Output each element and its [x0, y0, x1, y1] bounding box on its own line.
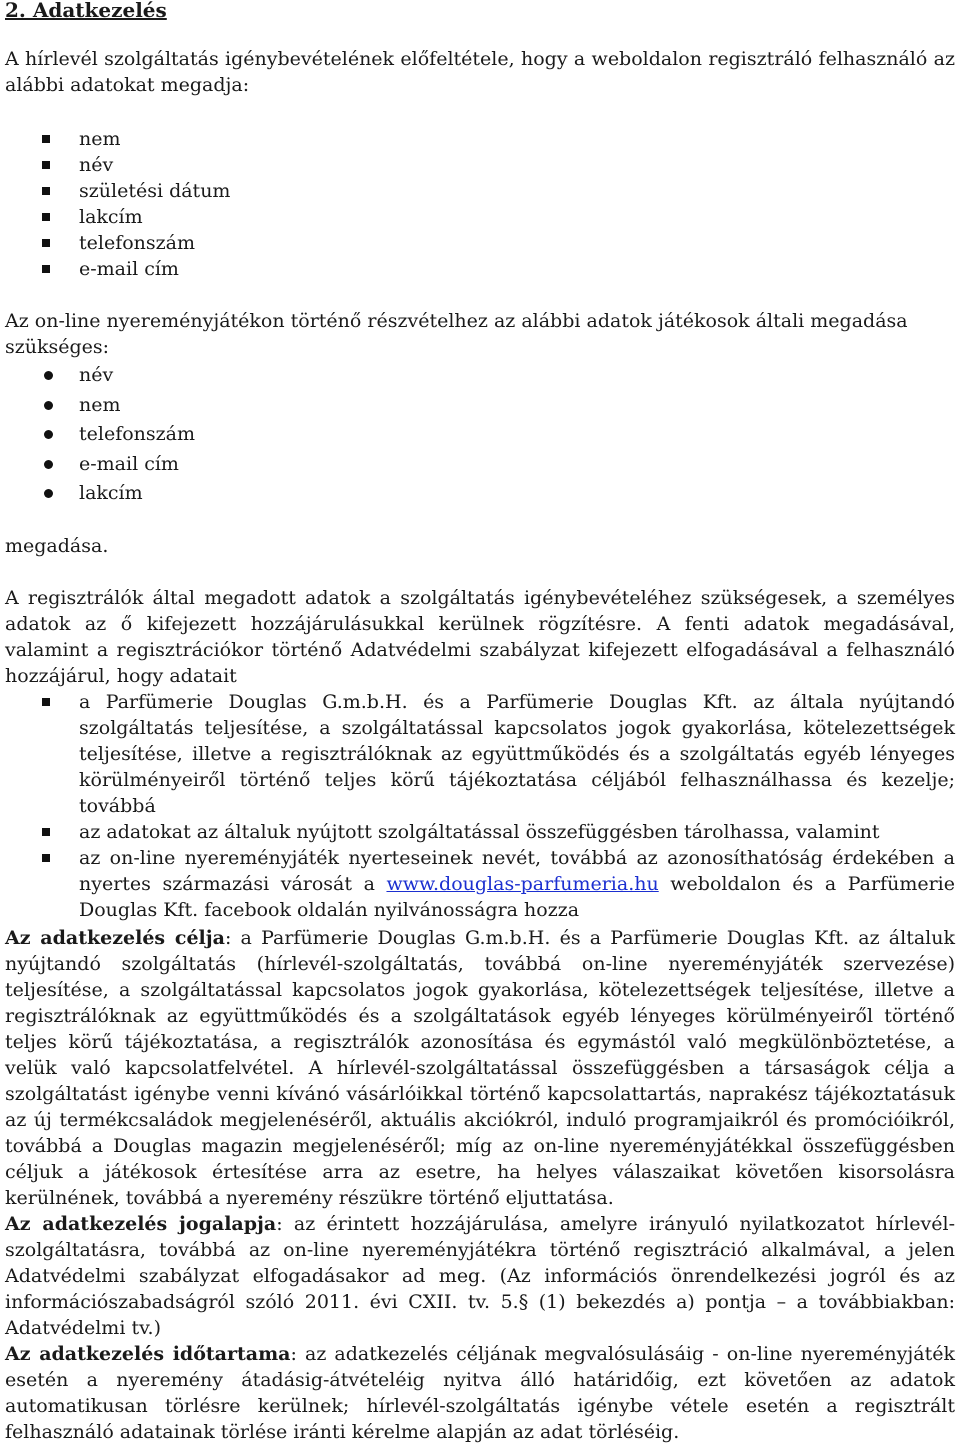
duration-text: : az adatkezelés céljának megvalósulásáig - on-line nyereményjáték esetén a nyeremény átadásig-átvételéig nyitva álló határidőig, ezt követően az adatok automatikusan törlésre kerülnek; hírlevél-szolgáltatás igénybe vétele esetén a regisztrált felhasználó adatainak törlése iránti kérelme alapján az adat törléséig. — [5, 1343, 955, 1443]
square-bullet-icon — [42, 135, 50, 143]
list-item: nem — [5, 391, 955, 421]
square-bullet-icon — [42, 698, 50, 706]
list-item: e-mail cím — [5, 450, 955, 480]
list-item: az on-line nyereményjáték nyerteseinek nevét, továbbá az azonosíthatóság érdekében a nyertes származási városát a www.douglas-parfumeria.hu weboldalon és a Parfümerie Douglas Kft. facebook oldalán nyilvánosságra hozza — [5, 845, 955, 923]
list-item: név — [5, 361, 955, 391]
game-outro-text: megadása. — [5, 535, 109, 557]
duration-paragraph — [5, 1341, 955, 1445]
list-item: lakcím — [5, 204, 955, 230]
round-bullet-icon — [44, 489, 53, 498]
list-item: név — [5, 152, 955, 178]
legal-basis-paragraph — [5, 1211, 955, 1341]
section-heading: 2. Adatkezelés — [5, 0, 167, 22]
square-bullet-icon — [42, 187, 50, 195]
game-field-list — [5, 361, 955, 509]
square-bullet-icon — [42, 161, 50, 169]
list-item: lakcím — [5, 479, 955, 509]
square-bullet-icon — [42, 854, 50, 862]
list-item: nem — [5, 126, 955, 152]
round-bullet-icon — [44, 460, 53, 469]
purpose-label: Az adatkezelés célja — [5, 927, 225, 949]
website-link[interactable]: www.douglas-parfumeria.hu — [386, 873, 659, 895]
list-item: az adatokat az általuk nyújtott szolgáltatással összefüggésben tárolhassa, valamint — [5, 819, 955, 845]
list-item: telefonszám — [5, 230, 955, 256]
consent-list — [5, 689, 955, 923]
legal-basis-label: Az adatkezelés jogalapja — [5, 1213, 277, 1235]
round-bullet-icon — [44, 371, 53, 380]
round-bullet-icon — [44, 401, 53, 410]
square-bullet-icon — [42, 239, 50, 247]
list-item: születési dátum — [5, 178, 955, 204]
purpose-text: : a Parfümerie Douglas G.m.b.H. és a Parfümerie Douglas Kft. az általuk nyújtandó szolgáltatás (hírlevél-szolgáltatás, továbbá on-line nyereményjáték szervezése) teljesítése, a szolgáltatással kapcsolatos jogok gyakorlása, kötelezettségek teljesítése, illetve a regisztrálóknak az együttműködés és a szolgáltatások egyéb lényeges körülményeiről történő teljes körű tájékoztatása, a regisztrálók azonosítása és egymástól való megkülönböztetése, a velük való kapcsolatfelvétel. A hírlevél-szolgáltatással összefüggésben a társaságok célja a szolgáltatást igénybe venni kívánó vásárlóikkal történő kapcsolattartás, naprakész tájékoztatásuk az új termékcsaládok megjelenéséről, aktuális akciókról, induló programjaikról és promócióikról, továbbá a Douglas magazin megjelenéséről; míg az on-line nyereményjátékkal összefüggésben céljuk a játékosok értesítése arra az esetre, ha helyes válaszaikat követően kisorsolásra kerülnének, továbbá a nyeremény részükre történő eljuttatása. — [5, 927, 955, 1209]
purpose-paragraph — [5, 925, 955, 1211]
consent-intro-paragraph: A regisztrálók által megadott adatok a szolgáltatás igénybevételéhez szükségesek, a személyes adatok az ő kifejezett hozzájárulásukkal kerülnek rögzítésre. A fenti adatok megadásával, valamint a regisztrációkor történő Adatvédelmi szabályzat kifejezett elfogadásával a felhasználó hozzájárul, hogy adatait — [5, 587, 955, 687]
legal-basis-text: : az érintett hozzájárulása, amelyre irányuló nyilatkozatot hírlevél-szolgáltatásra, továbbá az on-line nyereményjátékra történő regisztráció alkalmával, a jelen Adatvédelmi szabályzat elfogadásakor ad meg. (Az információs önrendelkezési jogról és az információszabadságról szóló 2011. évi CXII. tv. 5.§ (1) bekezdés a) pontja – a továbbiakban: Adatvédelmi tv.) — [5, 1213, 955, 1339]
round-bullet-icon — [44, 430, 53, 439]
list-item: e-mail cím — [5, 256, 955, 282]
square-bullet-icon — [42, 828, 50, 836]
intro-paragraph: A hírlevél szolgáltatás igénybevételének előfeltétele, hogy a weboldalon regisztráló felhasználó az alábbi adatokat megadja: — [5, 48, 955, 96]
square-bullet-icon — [42, 213, 50, 221]
game-intro-paragraph: Az on-line nyereményjátékon történő részvételhez az alábbi adatok játékosok általi megadása szükséges: — [5, 310, 908, 358]
duration-label: Az adatkezelés időtartama — [5, 1343, 291, 1365]
square-bullet-icon — [42, 265, 50, 273]
newsletter-field-list — [5, 126, 955, 282]
list-item: telefonszám — [5, 420, 955, 450]
list-item: a Parfümerie Douglas G.m.b.H. és a Parfümerie Douglas Kft. az általa nyújtandó szolgáltatás teljesítése, a szolgáltatással kapcsolatos jogok gyakorlása, kötelezettségek teljesítése, illetve a regisztrálóknak az együttműködés és a szolgáltatás egyéb lényeges körülményeiről történő teljes körű tájékoztatása céljából felhasználhassa és kezelje; továbbá — [5, 689, 955, 819]
